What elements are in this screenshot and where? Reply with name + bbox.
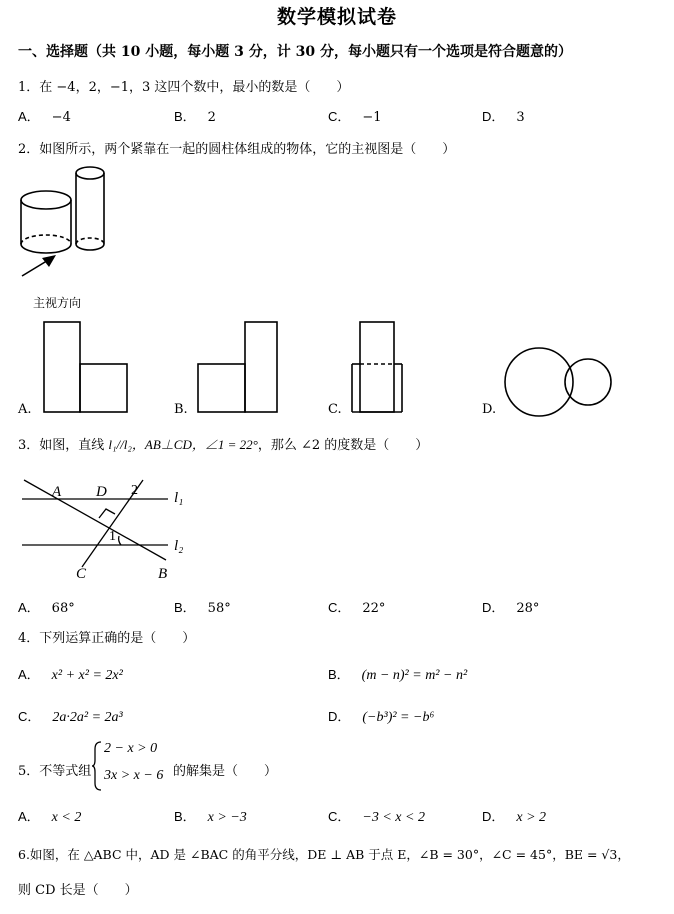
option-label: D．: [482, 600, 505, 615]
q3-option-d: [482, 597, 539, 616]
angle-2-label: 2: [131, 483, 138, 498]
q3-option-b: [174, 597, 231, 616]
option-label: A．: [18, 109, 40, 124]
option-label: C．: [328, 600, 351, 615]
option-label: C．: [328, 809, 351, 824]
option-label: D．: [328, 709, 351, 724]
q5-option-d: [482, 806, 546, 826]
option-label: D．: [482, 109, 505, 124]
option-label: A．: [18, 600, 40, 615]
q5-option-b: [174, 806, 247, 826]
option-text: 68°: [51, 601, 75, 616]
option-text: 28°: [516, 601, 540, 616]
option-text: x² + x² = 2x²: [51, 668, 123, 683]
option-label: B．: [174, 809, 196, 824]
inequality-line-1: 2 − x > 0: [104, 741, 158, 756]
question-4-stem: 4．下列运算正确的是（ ）: [18, 631, 196, 646]
q2-option-b-label: B.: [174, 402, 188, 417]
point-d-label: D: [96, 484, 107, 500]
q2-option-c-label: C.: [328, 402, 342, 417]
point-a-label: A: [52, 484, 62, 500]
option-label: C．: [18, 709, 41, 724]
option-label: A．: [18, 667, 40, 682]
q1-option-a: [18, 106, 71, 125]
option-label: B．: [174, 109, 196, 124]
point-b-label: B: [158, 566, 168, 582]
q4-option-b: [328, 664, 467, 684]
page-title: 数学模拟试卷: [276, 6, 397, 28]
stem-post: ，那么 ∠2 的度数是（ ）: [257, 438, 429, 453]
question-2-stem: 2．如图所示，两个紧靠在一起的圆柱体组成的物体，它的主视图是（ ）: [18, 142, 456, 157]
question-6-stem-line-1: 6.如图，在 △ABC 中，AD 是 ∠BAC 的角平分线，DE ⊥ AB 于点 E，∠B = 30°，∠C = 45°，BE = √3，: [18, 847, 630, 862]
parallel-lines-figure: [18, 472, 193, 584]
question-6-stem-line-2: 则 CD 长是（ ）: [18, 883, 138, 898]
line-l1-label: l₁: [174, 490, 184, 506]
question-1-stem: 1．在 −4，2，−1，3 这四个数中，最小的数是（ ）: [18, 80, 350, 95]
option-text: x < 2: [51, 810, 82, 825]
q2-option-a-label: A.: [18, 402, 32, 417]
option-label: C．: [328, 109, 351, 124]
stem-pre: 3．如图，直线: [18, 438, 105, 453]
option-label: B．: [328, 667, 350, 682]
question-5-stem-pre: 5．不等式组: [18, 764, 92, 779]
section-heading: 一、选择题（共 10 小题，每小题 3 分，计 30 分，每小题只有一个选项是符合题意的）: [18, 44, 572, 60]
option-label: A．: [18, 809, 40, 824]
view-direction-label: 主视方向: [33, 296, 82, 310]
option-c-front-view: [350, 320, 410, 416]
option-text: 2a·2a² = 2a³: [52, 710, 123, 725]
option-a-front-view: [42, 320, 132, 416]
option-label: B．: [174, 600, 196, 615]
q4-option-d: [328, 706, 434, 726]
inequality-brace: [92, 741, 102, 791]
angle-1-label: 1: [109, 529, 116, 544]
option-d-front-view: [503, 346, 615, 420]
option-text: (−b³)² = −b⁶: [362, 710, 435, 725]
q4-option-c: [18, 706, 123, 726]
option-text: 3: [516, 110, 525, 125]
question-3-stem: [18, 434, 428, 453]
q2-option-d-label: D.: [482, 402, 497, 417]
option-text: 2: [207, 110, 216, 125]
question-5-stem-post: 的解集是（ ）: [173, 764, 278, 779]
line-l2-label: l₂: [174, 538, 184, 554]
option-text: 22°: [362, 601, 386, 616]
q5-option-c: [328, 806, 425, 826]
option-text: x > 2: [516, 810, 547, 825]
option-text: x > −3: [207, 810, 247, 825]
q3-option-a: [18, 597, 75, 616]
option-text: (m − n)² = m² − n²: [361, 668, 468, 683]
stem-math: l₁//l₂，AB⊥CD，∠1 = 22°: [108, 437, 258, 452]
option-text: 58°: [207, 601, 231, 616]
q1-option-d: [482, 106, 525, 125]
option-label: D．: [482, 809, 505, 824]
q3-option-c: [328, 597, 385, 616]
option-text: −1: [362, 110, 382, 125]
q1-option-c: [328, 106, 382, 125]
point-c-label: C: [76, 566, 87, 582]
q4-option-a: [18, 664, 123, 684]
option-text: −4: [51, 110, 71, 125]
cylinders-figure: [14, 162, 114, 282]
q5-option-a: [18, 806, 81, 826]
option-b-front-view: [196, 320, 286, 416]
q1-option-b: [174, 106, 216, 125]
inequality-line-2: 3x > x − 6: [104, 768, 164, 783]
option-text: −3 < x < 2: [362, 810, 425, 825]
